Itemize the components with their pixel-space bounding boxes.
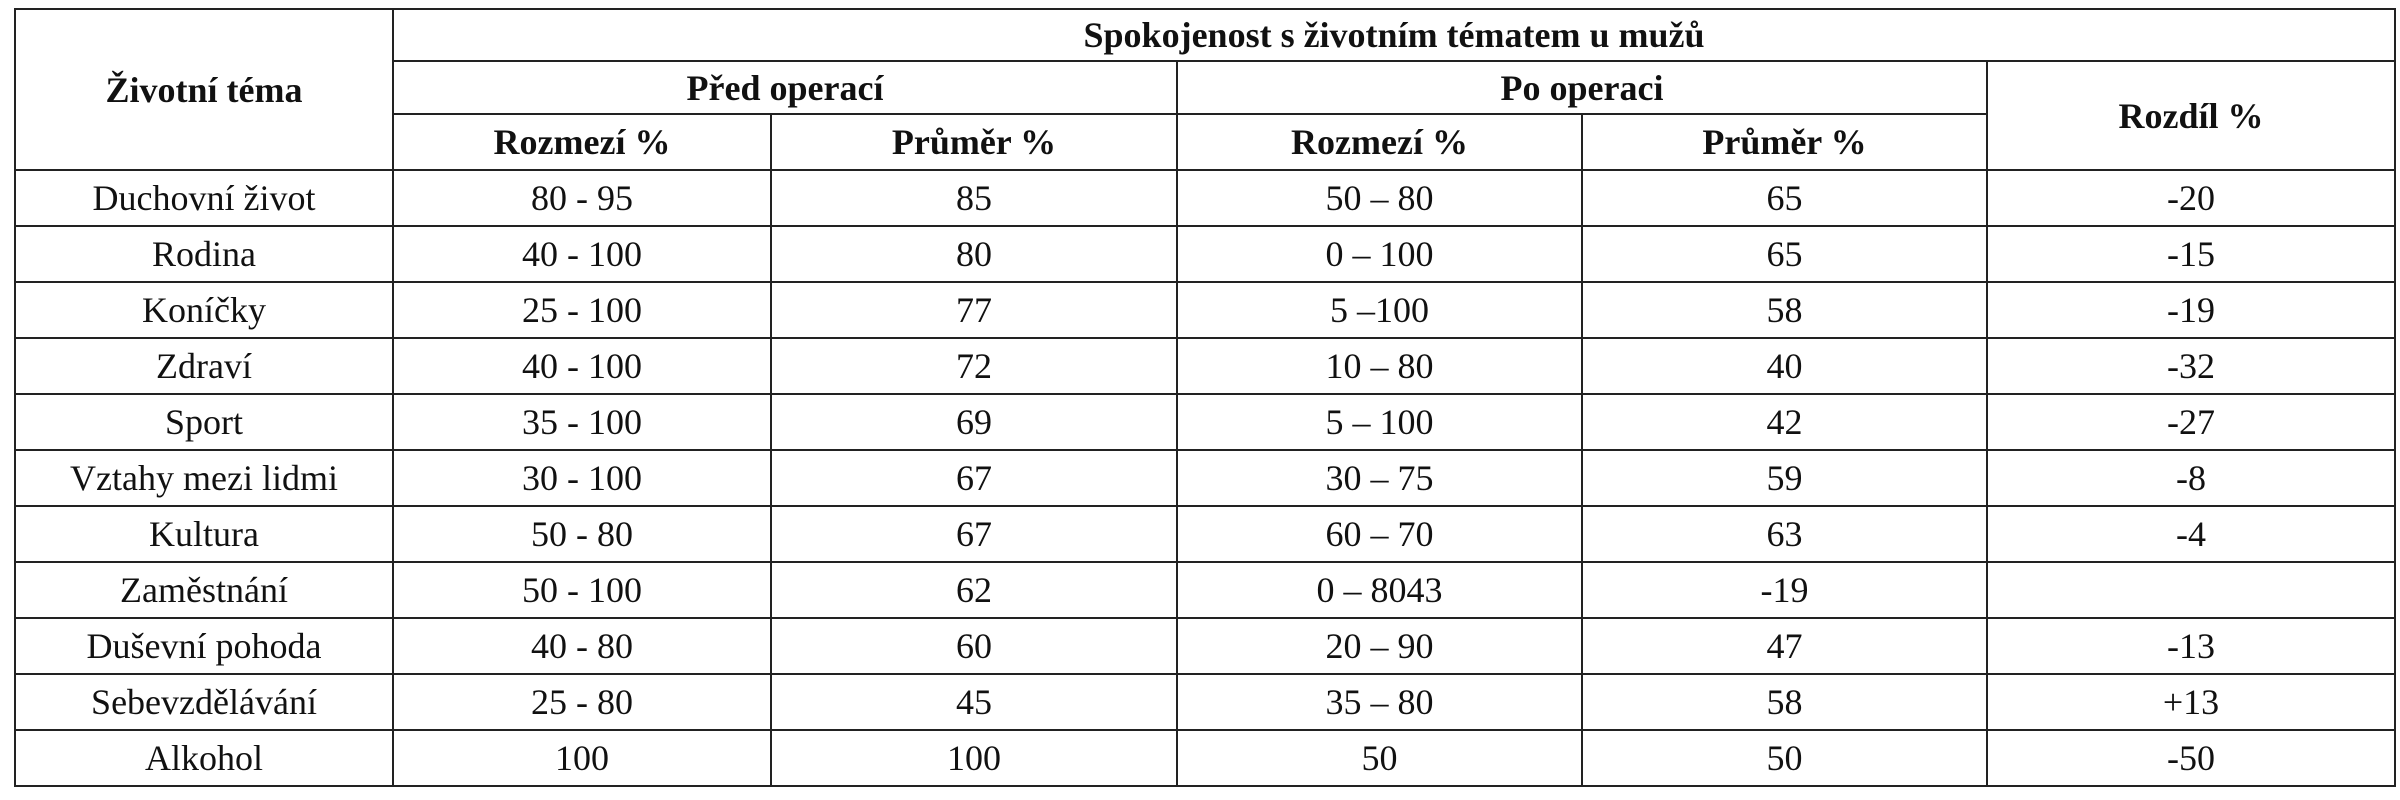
range-before-cell: 35 - 100	[393, 394, 771, 450]
range-after-cell: 5 –100	[1177, 282, 1582, 338]
range-after-cell: 60 – 70	[1177, 506, 1582, 562]
before-header: Před operací	[393, 61, 1177, 114]
avg-after-cell: 40	[1582, 338, 1987, 394]
avg-after-cell: 50	[1582, 730, 1987, 786]
range-after-cell: 0 – 100	[1177, 226, 1582, 282]
range-after-cell: 0 – 8043	[1177, 562, 1582, 618]
avg-after-cell: 65	[1582, 226, 1987, 282]
avg-before-header: Průměr %	[771, 114, 1177, 170]
avg-before-cell: 67	[771, 506, 1177, 562]
table-row	[15, 282, 2395, 338]
avg-after-cell: 59	[1582, 450, 1987, 506]
avg-after-cell: 42	[1582, 394, 1987, 450]
range-before-cell: 50 - 80	[393, 506, 771, 562]
range-after-cell: 20 – 90	[1177, 618, 1582, 674]
topic-cell: Duchovní život	[15, 170, 393, 226]
avg-before-cell: 45	[771, 674, 1177, 730]
avg-before-cell: 60	[771, 618, 1177, 674]
diff-cell: -15	[1987, 226, 2395, 282]
topic-cell: Vztahy mezi lidmi	[15, 450, 393, 506]
topic-cell: Zaměstnání	[15, 562, 393, 618]
topic-cell: Rodina	[15, 226, 393, 282]
range-before-cell: 100	[393, 730, 771, 786]
topic-cell: Duševní pohoda	[15, 618, 393, 674]
range-before-cell: 40 - 100	[393, 226, 771, 282]
avg-after-cell: 58	[1582, 282, 1987, 338]
range-after-cell: 35 – 80	[1177, 674, 1582, 730]
diff-cell: -50	[1987, 730, 2395, 786]
avg-after-cell: 63	[1582, 506, 1987, 562]
topic-cell: Zdraví	[15, 338, 393, 394]
range-after-cell: 50 – 80	[1177, 170, 1582, 226]
table-row	[15, 226, 2395, 282]
diff-cell: -32	[1987, 338, 2395, 394]
diff-cell: -8	[1987, 450, 2395, 506]
range-before-cell: 80 - 95	[393, 170, 771, 226]
avg-before-cell: 100	[771, 730, 1177, 786]
range-before-cell: 30 - 100	[393, 450, 771, 506]
avg-before-cell: 80	[771, 226, 1177, 282]
range-before-header: Rozmezí %	[393, 114, 771, 170]
diff-cell: -13	[1987, 618, 2395, 674]
avg-before-cell: 67	[771, 450, 1177, 506]
range-before-cell: 25 - 100	[393, 282, 771, 338]
corner-header: Životní téma	[15, 9, 393, 170]
range-before-cell: 40 - 100	[393, 338, 771, 394]
range-before-cell: 40 - 80	[393, 618, 771, 674]
diff-cell: -4	[1987, 506, 2395, 562]
topic-cell: Alkohol	[15, 730, 393, 786]
avg-before-cell: 77	[771, 282, 1177, 338]
topic-cell: Sport	[15, 394, 393, 450]
table-row	[15, 338, 2395, 394]
range-after-cell: 30 – 75	[1177, 450, 1582, 506]
table-row	[15, 506, 2395, 562]
diff-cell	[1987, 562, 2395, 618]
group-title: Spokojenost s životním tématem u mužů	[393, 9, 2395, 61]
avg-before-cell: 62	[771, 562, 1177, 618]
topic-cell: Kultura	[15, 506, 393, 562]
avg-after-cell: 58	[1582, 674, 1987, 730]
after-header: Po operaci	[1177, 61, 1987, 114]
table-row	[15, 618, 2395, 674]
range-after-cell: 10 – 80	[1177, 338, 1582, 394]
table-row	[15, 562, 2395, 618]
table-row	[15, 450, 2395, 506]
range-before-cell: 50 - 100	[393, 562, 771, 618]
satisfaction-table	[14, 8, 2396, 787]
table-row	[15, 170, 2395, 226]
table-row	[15, 394, 2395, 450]
range-before-cell: 25 - 80	[393, 674, 771, 730]
range-after-header: Rozmezí %	[1177, 114, 1582, 170]
topic-cell: Sebevzdělávání	[15, 674, 393, 730]
avg-before-cell: 85	[771, 170, 1177, 226]
avg-before-cell: 72	[771, 338, 1177, 394]
avg-before-cell: 69	[771, 394, 1177, 450]
diff-cell: +13	[1987, 674, 2395, 730]
avg-after-cell: -19	[1582, 562, 1987, 618]
diff-cell: -20	[1987, 170, 2395, 226]
avg-after-header: Průměr %	[1582, 114, 1987, 170]
table-row	[15, 730, 2395, 786]
range-after-cell: 50	[1177, 730, 1582, 786]
diff-header: Rozdíl %	[1987, 61, 2395, 170]
avg-after-cell: 65	[1582, 170, 1987, 226]
topic-cell: Koníčky	[15, 282, 393, 338]
avg-after-cell: 47	[1582, 618, 1987, 674]
diff-cell: -27	[1987, 394, 2395, 450]
range-after-cell: 5 – 100	[1177, 394, 1582, 450]
table-row	[15, 674, 2395, 730]
diff-cell: -19	[1987, 282, 2395, 338]
